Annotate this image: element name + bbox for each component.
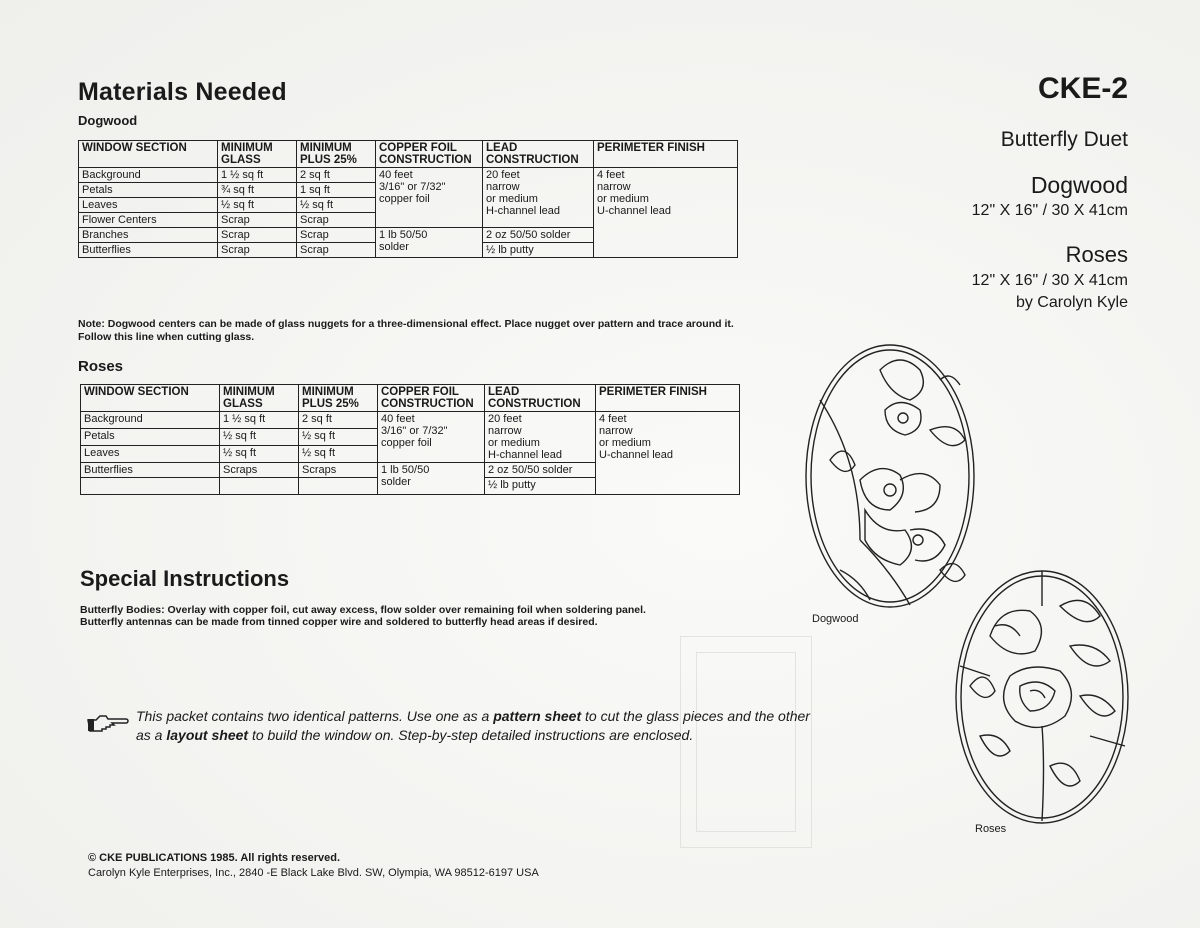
dogwood-note: Note: Dogwood centers can be made of glass nuggets for a three-dimensional effect. Place nugget over pattern and trace around it. Follow this line when cutting glass. [78,318,734,343]
header-window-section: WINDOW SECTION [81,385,220,412]
header-lead: LEAD CONSTRUCTION [485,385,596,412]
dogwood-caption: Dogwood [812,613,859,625]
row-glass: ½ sq ft [218,198,297,213]
header-copper-foil: COPPER FOIL CONSTRUCTION [378,385,485,412]
header-copper-foil: COPPER FOIL CONSTRUCTION [376,141,483,168]
roses-materials-table [80,384,740,495]
row-plus: ½ sq ft [297,198,376,213]
dogwood-title: Dogwood [1030,172,1128,198]
dogwood-lead-solder-cell: 2 oz 50/50 solder [483,228,594,243]
packet-instructions [136,707,816,745]
row-plus: Scraps [299,463,378,478]
roses-lead-solder-cell: 2 oz 50/50 solder [485,463,596,478]
footer-address: Carolyn Kyle Enterprises, Inc., 2840 -E Black Lake Blvd. SW, Olympia, WA 98512-6197 USA [88,867,539,879]
row-glass: Scraps [220,463,299,478]
dogwood-foil-cell: 40 feet 3/16" or 7/32" copper foil [376,168,483,228]
row-glass: Scrap [218,243,297,258]
table-header-row [81,385,740,412]
header-minimum-plus: MINIMUM PLUS 25% [297,141,376,168]
roses-subheading: Roses [78,358,124,375]
footer-copyright: © CKE PUBLICATIONS 1985. All rights reserved. [88,852,341,864]
header-lead: LEAD CONSTRUCTION [483,141,594,168]
row-section: Petals [81,429,220,446]
packet-text-c: to cut the glass pieces and the other as a [136,708,810,743]
row-glass: ½ sq ft [220,429,299,446]
row-section: Background [79,168,218,183]
dogwood-perimeter-cell: 4 feet narrow or medium U-channel lead [594,168,738,258]
row-glass: ½ sq ft [220,446,299,463]
series-title: Butterfly Duet [1000,128,1128,151]
row-plus: Scrap [297,213,376,228]
row-plus: Scrap [297,228,376,243]
row-plus: 2 sq ft [299,412,378,429]
packet-text-e: to build the window on. Step-by-step detailed instructions are enclosed. [248,727,694,743]
row-section: Branches [79,228,218,243]
author: by Carolyn Kyle [1015,294,1128,311]
row-glass: Scrap [218,213,297,228]
special-instructions-body [80,604,780,628]
roses-foil-cell: 40 feet 3/16" or 7/32" copper foil [378,412,485,463]
packet-layout-sheet: layout sheet [166,727,249,743]
header-minimum-plus: MINIMUM PLUS 25% [299,385,378,412]
roses-pattern-illustration [950,566,1134,828]
table-row [79,168,738,183]
row-section: Butterflies [81,463,220,478]
row-section: Petals [79,183,218,198]
row-section: Leaves [81,446,220,463]
pattern-code: CKE-2 [1037,72,1128,105]
roses-size: 12" X 16" / 30 X 41cm [971,272,1128,289]
pointing-hand-icon [86,712,130,734]
dogwood-putty-cell: ½ lb putty [483,243,594,258]
roses-lead-cell: 20 feet narrow or medium H-channel lead [485,412,596,463]
row-plus: Scrap [297,243,376,258]
row-section: Flower Centers [79,213,218,228]
row-section: Background [81,412,220,429]
row-plus: 2 sq ft [297,168,376,183]
dogwood-subheading: Dogwood [78,113,138,128]
special-line-1: Butterfly Bodies: Overlay with copper foil, cut away excess, flow solder over remaining foil when soldering panel. [80,604,646,616]
roses-putty-cell: ½ lb putty [485,478,596,495]
row-plus: 1 sq ft [297,183,376,198]
row-section: Leaves [79,198,218,213]
roses-solder-cell: 1 lb 50/50 solder [378,463,485,495]
header-perimeter: PERIMETER FINISH [596,385,740,412]
row-plus [299,478,378,495]
special-line-2: Butterfly antennas can be made from tinned copper wire and soldered to butterfly head areas if desired. [80,616,598,628]
row-section: Butterflies [79,243,218,258]
row-glass [220,478,299,495]
roses-caption: Roses [975,823,1007,835]
packet-text-a: This packet contains two identical patterns. Use one as a [136,708,494,724]
dogwood-size: 12" X 16" / 30 X 41cm [971,202,1128,219]
row-glass: 1 ½ sq ft [218,168,297,183]
row-glass: 1 ½ sq ft [220,412,299,429]
row-plus: ½ sq ft [299,429,378,446]
header-perimeter: PERIMETER FINISH [594,141,738,168]
dogwood-solder-cell: 1 lb 50/50 solder [376,228,483,258]
special-instructions-title: Special Instructions [80,566,290,591]
row-plus: ½ sq ft [299,446,378,463]
dogwood-materials-table [78,140,738,258]
table-row [81,412,740,429]
roses-perimeter-cell: 4 feet narrow or medium U-channel lead [596,412,740,495]
table-header-row [79,141,738,168]
row-glass: Scrap [218,228,297,243]
header-minimum-glass: MINIMUM GLASS [220,385,299,412]
row-glass: ¾ sq ft [218,183,297,198]
packet-pattern-sheet: pattern sheet [493,708,582,724]
dogwood-lead-cell: 20 feet narrow or medium H-channel lead [483,168,594,228]
header-window-section: WINDOW SECTION [79,141,218,168]
materials-title: Materials Needed [78,78,287,106]
row-section [81,478,220,495]
footer [88,851,539,881]
roses-title: Roses [1065,242,1128,267]
header-minimum-glass: MINIMUM GLASS [218,141,297,168]
